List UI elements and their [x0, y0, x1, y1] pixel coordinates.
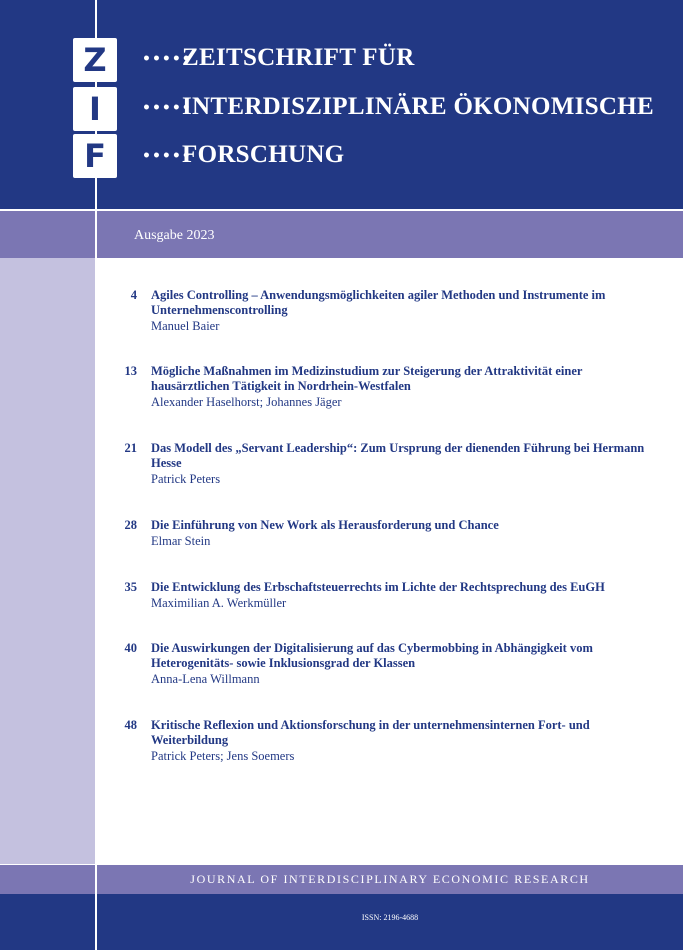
toc-author: Maximilian A. Werkmüller: [151, 596, 287, 610]
toc-author: Anna-Lena Willmann: [151, 672, 260, 686]
issue-label: Ausgabe 2023: [134, 228, 215, 243]
cover-footer: [0, 894, 683, 950]
logo-letter-i: I: [73, 87, 117, 131]
toc-author: Alexander Haselhorst; Johannes Jäger: [151, 395, 342, 409]
journal-title-line-2: [142, 93, 654, 121]
toc-article-title: Agiles Controlling – Anwendungsmöglichkeiten agiler Methoden und Instrumente im Unternehmenscontrolling: [151, 288, 606, 317]
toc-article-title: Die Auswirkungen der Digitalisierung auf das Cybermobbing in Abhängigkeit vom Heterogenitäts- sowie Inklusionsgrad der Klassen: [151, 641, 593, 670]
toc-article-title: Das Modell des „Servant Leadership“: Zum Ursprung der dienenden Führung bei Hermann Hesse: [151, 441, 645, 470]
toc-page-number: 48: [124, 718, 137, 732]
toc-article-title: Die Entwicklung des Erbschaftsteuerrechts im Lichte der Rechtsprechung des EuGH: [151, 580, 605, 594]
title-dots: •••••: [142, 148, 192, 164]
toc-page-number: 4: [130, 288, 137, 302]
title-text: ZEITSCHRIFT FÜR: [182, 44, 415, 71]
toc-page-number: 40: [124, 641, 137, 655]
english-journal-title: JOURNAL OF INTERDISCIPLINARY ECONOMIC RESEARCH: [190, 872, 590, 886]
issue-band: [0, 211, 683, 258]
journal-title-line-3: [142, 141, 344, 169]
toc-author: Patrick Peters: [151, 472, 221, 486]
title-text: FORSCHUNG: [182, 141, 345, 168]
title-dots: •••••: [142, 51, 192, 67]
toc-article-title: Die Einführung von New Work als Herausforderung und Chance: [151, 518, 499, 532]
title-text: INTERDISZIPLINÄRE ÖKONOMISCHE: [182, 93, 654, 120]
toc-author: Patrick Peters; Jens Soemers: [151, 749, 295, 763]
toc-page-number: 13: [124, 364, 137, 378]
title-dots: •••••: [142, 100, 192, 116]
header-divider-line: [0, 209, 683, 211]
logo-letter-z: Z: [73, 38, 117, 82]
footer-divider-line: [0, 864, 683, 865]
toc-author: Elmar Stein: [151, 534, 211, 548]
issn-label: ISSN: 2196-4688: [361, 913, 419, 922]
toc-article-title: Mögliche Maßnahmen im Medizinstudium zur Steigerung der Attraktivität einer hausärztlichen Tätigkeit in Nordrhein-Westfalen: [151, 364, 583, 393]
toc-page-number: 21: [124, 441, 137, 455]
toc-page-number: 35: [124, 580, 137, 594]
left-sidebar-strip: [0, 258, 95, 864]
toc-page-number: 28: [124, 518, 137, 532]
logo-letter-f: F: [73, 134, 117, 178]
journal-title-line-1: [142, 44, 415, 72]
toc-author: Manuel Baier: [151, 319, 220, 333]
toc-article-title: Kritische Reflexion und Aktionsforschung in der unternehmensinternen Fort- und Weiterbildung: [151, 718, 590, 747]
